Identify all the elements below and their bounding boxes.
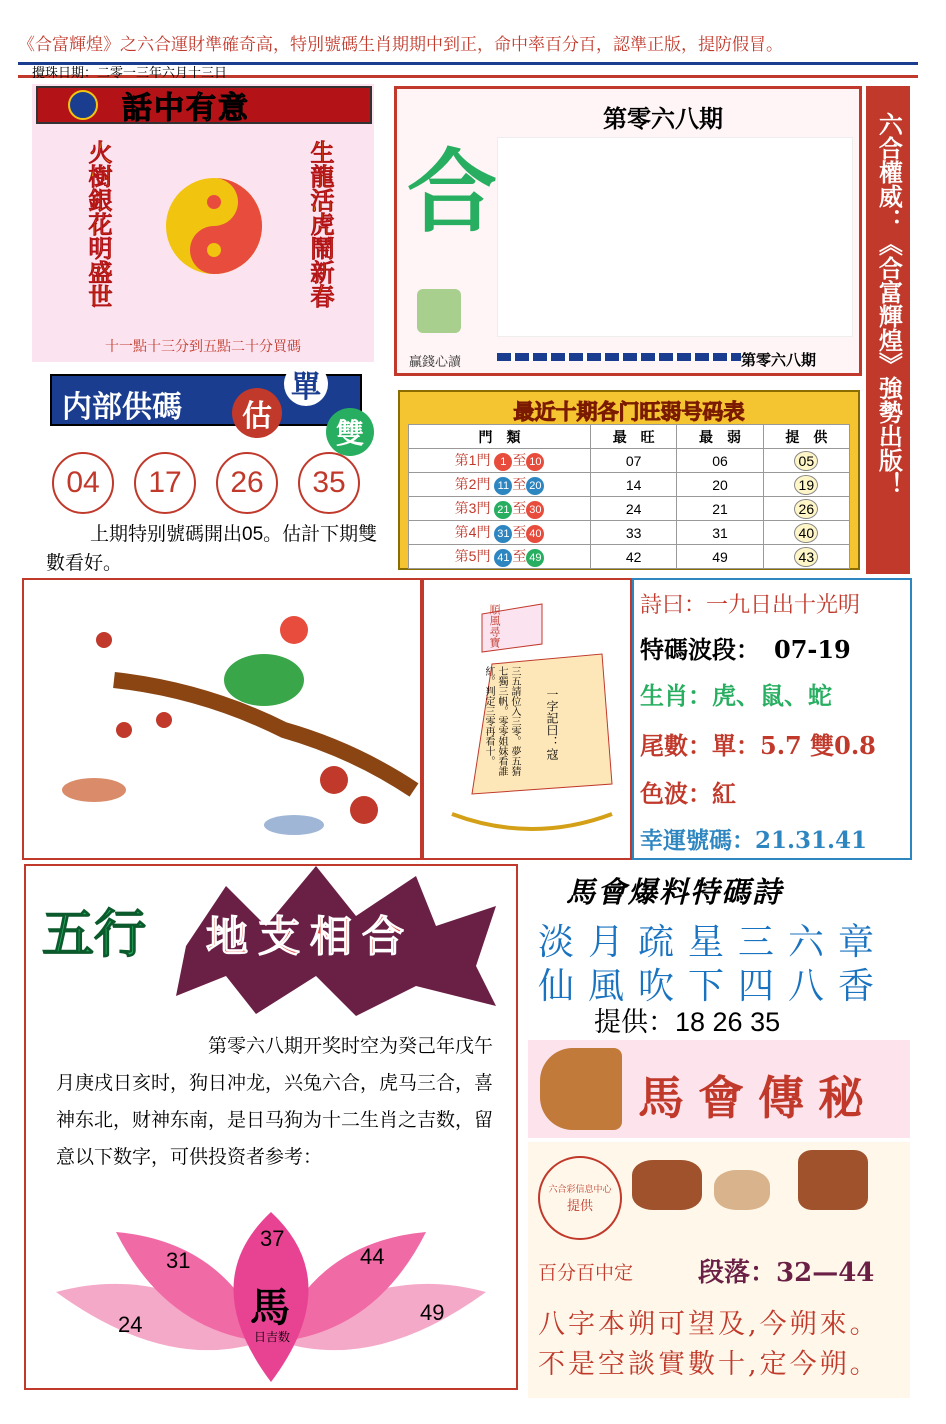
hot-cell: 14 — [591, 473, 677, 497]
gate-from: 11 — [494, 477, 512, 495]
secret-line1: 八字本朔可望及,今朔來。 — [538, 1309, 880, 1340]
gate-cell — [409, 545, 591, 569]
sailboat-illustration — [432, 584, 622, 854]
gate-label: 第4門 — [454, 524, 491, 540]
issue-number-small: 第零六八期 — [741, 351, 817, 369]
col-hot: 最 旺 — [591, 425, 677, 449]
gate-cell — [409, 449, 591, 473]
color-row — [640, 774, 736, 809]
rank-row — [409, 449, 850, 473]
tip-cell — [763, 449, 849, 473]
hot-cell: 33 — [591, 521, 677, 545]
riddle-title: 話中有意 — [122, 91, 250, 126]
rank-row — [409, 545, 850, 569]
rank-row — [409, 473, 850, 497]
hot-cell: 07 — [591, 449, 677, 473]
segment-value: 32—44 — [776, 1258, 875, 1288]
lucky-label: 幸運號碼： — [640, 827, 755, 854]
cold-cell: 06 — [677, 449, 763, 473]
hot-cell: 42 — [591, 545, 677, 569]
gate-cell — [409, 473, 591, 497]
tail-single: 單：5.7 — [712, 731, 802, 760]
sail-panel — [422, 578, 632, 860]
riddle-header — [36, 86, 372, 124]
parrot-illustration — [24, 580, 420, 858]
secret-header — [528, 1040, 910, 1138]
poem-panel — [632, 578, 912, 860]
cold-cell: 31 — [677, 521, 763, 545]
gate-cell — [409, 497, 591, 521]
tail-label: 尾數： — [640, 731, 712, 760]
to-label: 至 — [512, 524, 527, 540]
poem2-line2: 仙風吹下四八香 — [538, 966, 889, 1007]
to-label: 至 — [512, 452, 527, 468]
rabbit-icon — [714, 1170, 770, 1210]
sail-line1: 一字記曰：寇 — [545, 688, 559, 760]
logo-icon — [68, 90, 98, 120]
riddle-panel — [32, 84, 374, 362]
tip-value: 05 — [794, 451, 818, 471]
gate-to: 30 — [526, 501, 544, 519]
zodiac-label: 生肖： — [640, 681, 712, 710]
secret-line2: 不是空談實數十,定今朔。 — [538, 1349, 880, 1380]
poem-line1: 詩曰：一九日出十光明 — [640, 593, 861, 618]
to-label: 至 — [512, 500, 527, 516]
sure-text: 百分百中定 — [538, 1262, 634, 1284]
lotus-center: 馬 — [250, 1284, 290, 1331]
side-banner — [866, 86, 910, 574]
gate-to: 10 — [526, 453, 544, 471]
gate-to: 20 — [526, 477, 544, 495]
gate-to: 40 — [526, 525, 544, 543]
hot-cell: 24 — [591, 497, 677, 521]
riddle-left-column: 火樹銀花明盛世 — [84, 140, 113, 308]
secret-panel — [528, 1142, 910, 1398]
cold-cell: 20 — [677, 473, 763, 497]
gate-from: 31 — [494, 525, 512, 543]
to-label: 至 — [512, 476, 527, 492]
internal-note: 上期特别號碼開出05。估計下期雙數看好。 — [46, 524, 378, 574]
wuxing-title2: 地支相合 — [206, 912, 415, 961]
ox-icon — [632, 1160, 702, 1210]
wave-row — [640, 630, 851, 665]
poem2-title: 馬會爆料特碼詩 — [566, 875, 784, 909]
lotus-center-sub: 日吉数 — [254, 1330, 291, 1344]
gate-label: 第2門 — [454, 476, 491, 492]
tail-row — [640, 726, 876, 761]
tip-value: 19 — [794, 475, 818, 495]
lucky-row — [640, 822, 867, 855]
stripe — [497, 353, 741, 361]
tip-value: 43 — [794, 547, 818, 567]
single-badge: 單 — [284, 362, 328, 406]
goat-icon — [798, 1150, 868, 1210]
number-ball: 17 — [134, 452, 196, 514]
number-ball: 04 — [52, 452, 114, 514]
guess-badge: 估 — [232, 388, 282, 438]
gate-label: 第1門 — [454, 452, 491, 468]
poem2-line1: 淡月疏星三六章 — [538, 922, 889, 963]
parrot-panel — [22, 578, 422, 860]
sail-flag: 順風尋寶 — [488, 604, 501, 648]
gate-from: 21 — [494, 501, 512, 519]
rank-title: 最近十期各门旺弱号码表 — [513, 399, 745, 424]
gate-label: 第3門 — [454, 500, 491, 516]
petal-number: 44 — [360, 1244, 385, 1269]
rank-row — [409, 497, 850, 521]
segment-label: 段落： — [698, 1258, 777, 1288]
wave-value: 07-19 — [774, 635, 851, 664]
number-ball: 35 — [298, 452, 360, 514]
big-char: 合 — [407, 139, 497, 245]
poem2-provide: 提供：18 26 35 — [594, 1007, 781, 1037]
riddle-right-column: 生龍活虎鬧新春 — [306, 140, 335, 308]
tip-value: 40 — [794, 523, 818, 543]
tail-double: 雙0.8 — [810, 731, 876, 760]
tip-cell — [763, 545, 849, 569]
tip-cell — [763, 497, 849, 521]
side-banner-text: 六合權威：《合富輝煌》強勢出版！ — [874, 112, 904, 496]
rank-row — [409, 521, 850, 545]
petal-number: 31 — [166, 1248, 191, 1273]
petal-number: 49 — [420, 1300, 445, 1325]
gate-cell — [409, 521, 591, 545]
wuxing-panel — [24, 864, 518, 1390]
issue-panel — [394, 86, 862, 376]
tip-cell — [763, 473, 849, 497]
wave-label: 特碼波段： — [640, 635, 760, 664]
double-badge: 雙 — [326, 408, 374, 456]
gate-label: 第5門 — [454, 548, 491, 564]
zodiac-row — [640, 676, 832, 711]
petal-number: 24 — [118, 1312, 143, 1337]
draw-date: 攪珠日期：二零一三年六月十三日 — [32, 66, 228, 81]
wuxing-title1: 五行 — [42, 904, 147, 965]
sail-verse: 三五請位入三零。夢五猜七獨三帆。零零姐妹看誰紅。判定三零再看十。 — [483, 666, 520, 776]
cold-cell: 21 — [677, 497, 763, 521]
gate-from: 41 — [494, 549, 512, 567]
tip-cell — [763, 521, 849, 545]
win-caption: 贏錢心讀 — [409, 355, 462, 370]
rank-panel — [398, 390, 860, 570]
to-label: 至 — [512, 548, 527, 564]
col-cold: 最 弱 — [677, 425, 763, 449]
stamp-text: 六合彩信息中心 — [548, 1185, 612, 1195]
color-label: 色波： — [640, 779, 712, 808]
wuxing-text: 第零六八期开奖时空为癸己年戊午月庚戌日亥时，狗日冲龙，兴兔六合，虎马三合，喜神东北，财神东南，是日马狗为十二生肖之吉数，留意以下数字，可供投资者参考： — [56, 1036, 494, 1168]
money-bag-icon — [417, 289, 461, 333]
color-value: 紅 — [712, 779, 736, 808]
stamp-sub: 提供 — [566, 1199, 593, 1214]
zodiac-value: 虎、鼠、蛇 — [712, 681, 832, 710]
gate-to: 49 — [526, 549, 544, 567]
secret-title: 馬會傳秘 — [638, 1071, 878, 1125]
horse-head-icon — [540, 1048, 622, 1130]
number-ball: 26 — [216, 452, 278, 514]
yinyang-icon — [164, 176, 264, 276]
petal-number: 37 — [260, 1226, 285, 1251]
gate-from: 1 — [494, 453, 512, 471]
header-slogan: 《合富輝煌》之六合運財準確奇高，特別號碼生肖期期中到正，命中率百分百，認準正版，提防假冒。 — [18, 35, 783, 55]
buy-time: 十一點十三分到五點二十分買碼 — [105, 339, 301, 355]
internal-numbers — [52, 452, 360, 514]
stamp — [538, 1156, 622, 1240]
cold-cell: 49 — [677, 545, 763, 569]
internal-title: 内部供碼 — [62, 390, 182, 425]
segment-row — [698, 1252, 874, 1289]
issue-number: 第零六八期 — [603, 104, 723, 133]
blank-card — [497, 137, 853, 337]
col-gate: 門 類 — [409, 425, 591, 449]
tip-value: 26 — [794, 499, 818, 519]
col-tip: 提 供 — [763, 425, 849, 449]
lucky-value: 21.31.41 — [755, 827, 868, 854]
